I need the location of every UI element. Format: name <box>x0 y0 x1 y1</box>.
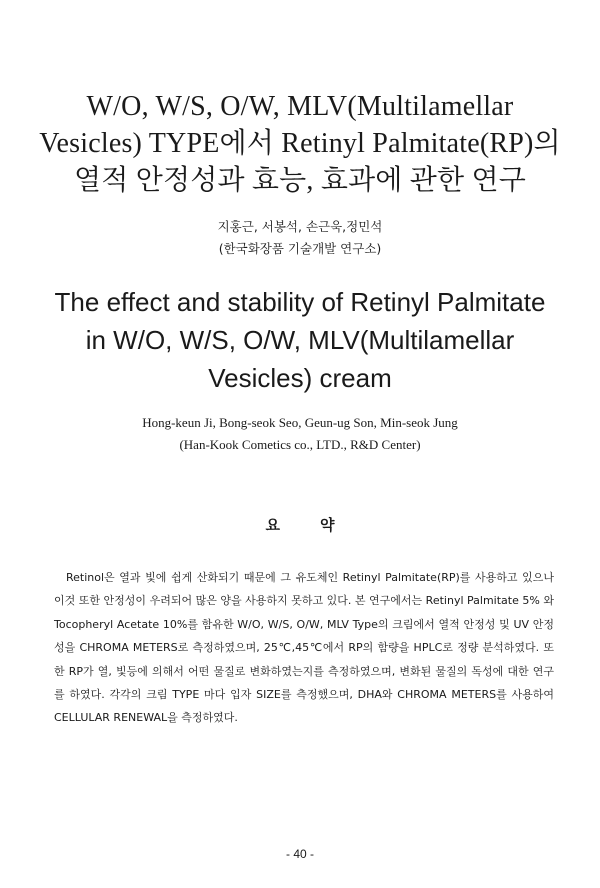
korean-title-line-2: Vesicles) TYPE에서 Retinyl Palmitate(RP)의 <box>39 128 561 159</box>
korean-author-names: 지홍근, 서봉석, 손근욱,정민석 <box>217 219 383 234</box>
korean-title <box>30 88 570 199</box>
abstract-heading: 요약 <box>265 516 375 534</box>
english-affiliation: (Han-Kook Cometics co., LTD., R&D Center) <box>179 437 421 452</box>
english-title <box>30 283 570 397</box>
english-title-line-1: The effect and stability of Retinyl Palmitate <box>54 287 546 317</box>
korean-affiliation: (한국화장품 기술개발 연구소) <box>218 241 382 256</box>
english-title-line-2: in W/O, W/S, O/W, MLV(Multilamellar <box>85 325 515 355</box>
english-title-line-3: Vesicles) cream <box>208 363 392 393</box>
english-author-block <box>0 412 600 456</box>
abstract-body: Retinol은 열과 빛에 쉽게 산화되기 때문에 그 유도체인 Retinyl Palmitate(RP)를 사용하고 있으나 이것 또한 안정성이 우려되어 많은 양을 사용하지 못하고 있다. 본 연구에서는 Retinyl Palmitate 5% 와 Tocopheryl Acetate 10%를 함유한 W/O, W/S, O/W, MLV Type의 크림에서 열적 안정성 및 UV 안정성을 CHROMA METERS로 측정하였으며, 25℃,45℃에서 RP의 함량을 HPLC로 정량 분석하였다. 또한 RP가 열, 빛등에 의해서 어떤 물질로 변화하였는지를 측정하였으며, 변화된 물질의 독성에 대한 연구를 하였다. 각각의 크림 TYPE 마다 입자 SIZE를 측정했으며, DHA와 CHROMA METERS를 사용하여 CELLULAR RENEWAL을 측정하였다. <box>54 571 554 725</box>
korean-title-line-1: W/O, W/S, O/W, MLV(Multilamellar <box>86 91 514 122</box>
korean-author-block <box>0 216 600 260</box>
korean-title-line-3: 열적 안정성과 효능, 효과에 관한 연구 <box>74 165 526 196</box>
english-author-names: Hong-keun Ji, Bong-seok Seo, Geun-ug Son, Min-seok Jung <box>142 415 458 430</box>
page-number: - 40 - <box>285 847 314 861</box>
